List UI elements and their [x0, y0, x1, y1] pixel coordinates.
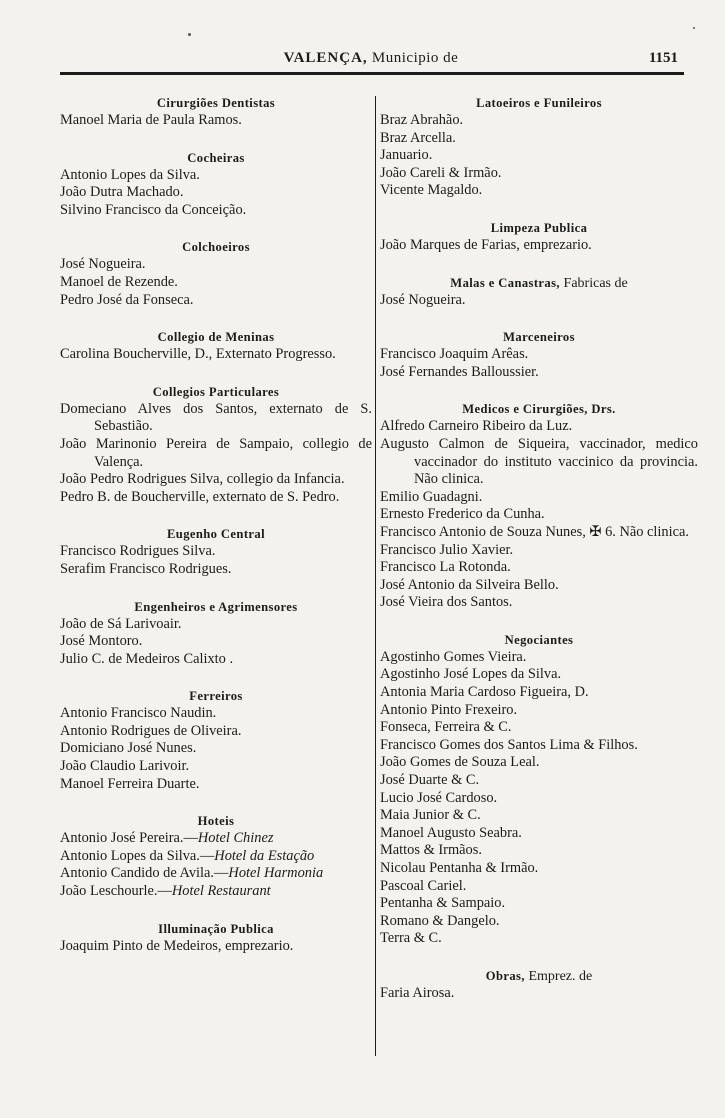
hotel-name: Hotel da Estação	[214, 847, 315, 864]
directory-entry: Emilio Guadagni.	[380, 488, 483, 505]
section-illuminacao-publica	[60, 921, 372, 956]
directory-entry: Domiciano José Nunes.	[60, 740, 197, 757]
section-heading-text: Malas e Canastras,	[450, 275, 560, 290]
directory-entry: Braz Arcella.	[380, 129, 456, 146]
section-heading-suffix: Fabricas de	[563, 275, 628, 291]
section-negociantes	[380, 632, 698, 948]
directory-entry: Mattos & Irmãos.	[380, 842, 482, 859]
section-cirurgioes-dentistas	[60, 95, 372, 130]
directory-entry: Nicolau Pentanha & Irmão.	[380, 860, 539, 876]
section-heading-text: Collegios Particulares	[152, 384, 280, 399]
section-heading-text: Limpeza Publica	[490, 220, 588, 235]
section-heading	[380, 968, 698, 985]
section-heading-text: Medicos e Cirurgiões, Drs.	[462, 402, 616, 417]
section-heading	[60, 329, 372, 346]
directory-entry: Faria Airosa.	[380, 984, 455, 1001]
hotel-name: Hotel Restaurant	[171, 883, 271, 900]
hotel-name: Hotel Chinez	[197, 830, 274, 847]
section-heading-text: Colchoeiros	[182, 240, 250, 255]
section-heading	[60, 688, 372, 705]
directory-entry: Januario.	[380, 147, 433, 164]
page-header	[60, 50, 682, 72]
directory-entry: Alfredo Carneiro Ribeiro da Luz.	[380, 418, 573, 435]
directory-entry: Francisco La Rotonda.	[380, 559, 511, 576]
directory-entry: José Nogueira.	[60, 256, 146, 273]
directory-entry: José Vieira dos Santos.	[380, 594, 513, 611]
directory-entry: João Dutra Machado.	[60, 184, 184, 201]
section-heading-text: Illuminação Publica	[158, 921, 274, 936]
directory-entry: Antonio Lopes da Silva.	[60, 166, 200, 183]
section-heading-text: Latoeiros e Funileiros	[476, 96, 602, 110]
directory-entry: Fonseca, Ferreira & C.	[380, 719, 512, 736]
directory-entry: Francisco Julio Xavier.	[380, 541, 514, 558]
section-heading-text: Eugenho Central	[166, 527, 265, 542]
hotel-entry	[60, 865, 372, 883]
section-heading	[60, 95, 372, 112]
directory-entry: João Marques de Farias, emprezario.	[380, 236, 592, 253]
section-engenheiros-e-agrimensores	[60, 599, 372, 669]
directory-entry: Romano & Dangelo.	[380, 912, 500, 929]
hotel-owner: Antonio Lopes da Silva.—	[60, 847, 215, 864]
directory-entry: Augusto Calmon de Siqueira, vaccinador, medico vaccinador do instituto vaccinico da provincia. Não clinica.	[380, 435, 698, 488]
section-heading	[60, 150, 372, 167]
directory-entry: Francisco Antonio de Souza Nunes, ✠ 6. Não clinica.	[380, 523, 689, 540]
directory-entry: José Nogueira.	[380, 291, 466, 308]
hotel-entry	[60, 830, 372, 848]
directory-entry: Antonio Pinto Frexeiro.	[380, 701, 518, 718]
hotel-entry	[60, 848, 372, 866]
directory-entry: João Marinonio Pereira de Sampaio, collegio de Valença.	[60, 435, 372, 470]
section-medicos-e-cirurgioes-drs	[380, 401, 698, 612]
directory-entry: João Careli & Irmão.	[380, 164, 502, 181]
section-ferreiros	[60, 688, 372, 793]
directory-entry: João Claudio Larivoir.	[60, 758, 190, 775]
directory-entry: Francisco Joaquim Arêas.	[380, 346, 529, 363]
directory-entry: Domeciano Alves dos Santos, externato de S. Sebastião.	[60, 400, 372, 435]
section-heading	[60, 384, 372, 401]
section-heading	[60, 921, 372, 938]
section-heading-suffix: Emprez. de	[528, 968, 593, 984]
section-cocheiras	[60, 150, 372, 220]
directory-entry: Antonia Maria Cardoso Figueira, D.	[380, 684, 589, 701]
directory-entry: José Fernandes Balloussier.	[380, 363, 539, 380]
directory-entry: José Montoro.	[60, 633, 143, 650]
section-collegios-particulares	[60, 384, 372, 507]
directory-entry: Joaquim Pinto de Medeiros, emprezario.	[60, 937, 294, 954]
page-number: 1151	[648, 50, 678, 66]
directory-entry: José Duarte & C.	[380, 772, 480, 789]
right-column	[380, 95, 698, 1023]
running-title	[60, 50, 682, 67]
section-heading-text: Negociantes	[504, 632, 574, 647]
directory-entry: Agostinho Gomes Vieira.	[380, 648, 527, 665]
section-heading	[380, 329, 698, 346]
directory-entry: Antonio Rodrigues de Oliveira.	[60, 722, 242, 739]
running-title-rest: Municipio de	[371, 50, 459, 66]
directory-entry: Francisco Gomes dos Santos Lima & Filhos.	[380, 736, 638, 753]
section-heading-text: Cirurgiões Dentistas	[156, 96, 276, 110]
directory-entry: João de Sá Larivoair.	[60, 615, 182, 632]
section-heading-text: Obras,	[485, 968, 525, 983]
directory-entry: Lucio José Cardoso.	[380, 789, 498, 806]
directory-entry: Pascoal Cariel.	[380, 877, 467, 894]
hotel-owner: Antonio José Pereira.—	[60, 830, 198, 847]
speck	[188, 33, 191, 36]
section-heading-text: Cocheiras	[187, 150, 245, 165]
directory-entry: Pentanha & Sampaio.	[380, 895, 506, 912]
section-hoteis	[60, 813, 372, 900]
directory-entry: Maia Junior & C.	[380, 807, 481, 824]
directory-entry: Pedro José da Fonseca.	[60, 291, 194, 308]
directory-entry: João Gomes de Souza Leal.	[380, 754, 540, 771]
section-heading	[60, 239, 372, 256]
hotel-name: Hotel Harmonia	[228, 865, 324, 882]
hotel-entry	[60, 883, 372, 901]
section-heading-text: Engenheiros e Agrimensores	[134, 599, 298, 614]
section-heading-text: Marceneiros	[503, 330, 575, 345]
section-heading	[60, 599, 372, 616]
header-rule	[60, 72, 684, 75]
directory-entry: Manoel Augusto Seabra.	[380, 824, 522, 841]
directory-entry: Serafim Francisco Rodrigues.	[60, 560, 232, 577]
column-divider	[375, 96, 376, 1056]
directory-entry: João Pedro Rodrigues Silva, collegio da Infancia.	[60, 471, 345, 488]
directory-entry: Ernesto Frederico da Cunha.	[380, 506, 545, 523]
directory-entry: Terra & C.	[380, 930, 442, 947]
section-eugenho-central	[60, 526, 372, 578]
hotel-owner: Antonio Candido de Avila.—	[60, 865, 229, 882]
running-title-town: VALENÇA,	[283, 50, 368, 66]
section-heading	[60, 813, 372, 830]
section-marceneiros	[380, 329, 698, 381]
section-obras	[380, 968, 698, 1003]
directory-entry: Antonio Francisco Naudin.	[60, 705, 217, 722]
section-heading-text: Hoteis	[197, 814, 235, 829]
section-collegio-de-meninas	[60, 329, 372, 364]
directory-entry: Francisco Rodrigues Silva.	[60, 543, 216, 560]
directory-entry: Silvino Francisco da Conceição.	[60, 201, 247, 218]
left-column	[60, 95, 372, 975]
section-heading	[380, 632, 698, 649]
section-heading-text: Collegio de Meninas	[157, 330, 275, 345]
directory-entry: Agostinho José Lopes da Silva.	[380, 666, 562, 683]
directory-entry: Braz Abrahão.	[380, 112, 464, 128]
section-heading	[380, 401, 698, 418]
section-malas-e-canastras	[380, 275, 698, 310]
directory-entry: Pedro B. de Boucherville, externato de S. Pedro.	[60, 488, 340, 505]
section-heading	[380, 275, 698, 292]
directory-entry: Carolina Boucherville, D., Externato Progresso.	[60, 346, 336, 363]
section-limpeza-publica	[380, 220, 698, 255]
directory-entry: Manoel Ferreira Duarte.	[60, 775, 200, 792]
directory-entry: Vicente Magaldo.	[380, 182, 483, 199]
hotel-owner: João Leschourle.—	[60, 883, 172, 900]
speck	[693, 27, 695, 29]
section-heading	[380, 220, 698, 237]
section-latoeiros-e-funileiros	[380, 95, 698, 200]
directory-entry: José Antonio da Silveira Bello.	[380, 576, 559, 593]
directory-entry: Julio C. de Medeiros Calixto .	[60, 650, 234, 667]
section-heading	[380, 95, 698, 112]
section-colchoeiros	[60, 239, 372, 309]
directory-entry: Manoel Maria de Paula Ramos.	[60, 112, 242, 128]
section-heading-text: Ferreiros	[189, 689, 243, 704]
section-heading	[60, 526, 372, 543]
directory-entry: Manoel de Rezende.	[60, 273, 178, 290]
